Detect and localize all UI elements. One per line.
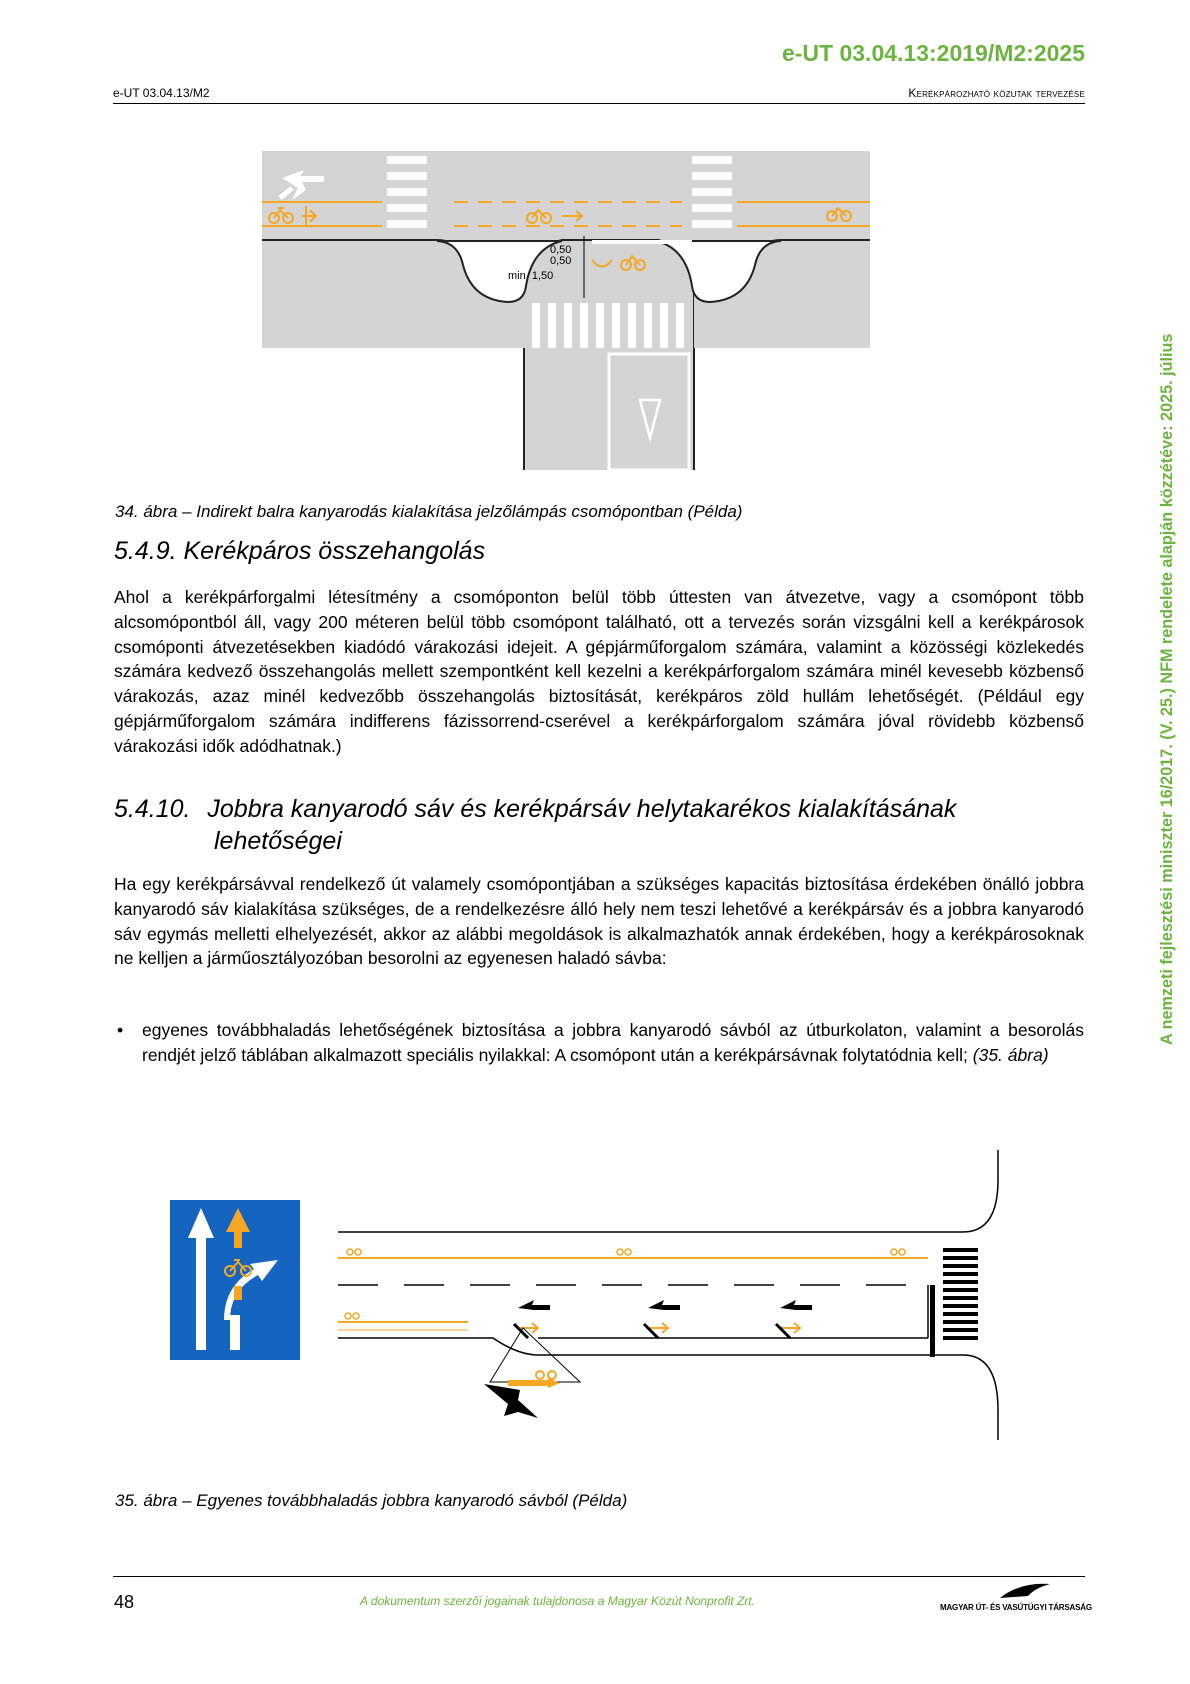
section-number: 5.4.10. (114, 795, 191, 823)
logo-text: MAGYAR ÚT- ÉS VASÚTÜGYI TÁRSASÁG (940, 1603, 1092, 1612)
side-publication-note: A nemzeti fejlesztési miniszter 16/2017. (V. 25.) NFM rendelete alapján közzétéve: 2025. július (1158, 333, 1176, 1045)
figure-34-caption: 34. ábra – Indirekt balra kanyarodás kialakítása jelzőlámpás csomópontban (Példa) (115, 502, 743, 521)
section-heading-5-4-9: 5.4.9. Kerékpáros összehangolás (114, 537, 486, 565)
bullet-text: egyenes továbbhaladás lehetőségének biztosítása a jobbra kanyarodó sávból az útburkolaton, valamint a besorolás rendjét jelző táblában alkalmazott speciális nyilakkal: A csomópont után a kerékpársávnak folytatódnia kell; (142, 1020, 1084, 1065)
dimension-label: min. 1,50 (508, 270, 554, 282)
section-5-4-9-paragraph: Ahol a kerékpárforgalmi létesítmény a csomóponton belül több úttesten van átvezetve, vagy a csomópont több alcsomópontból áll, vagy 200 méteren belül több csomópont található, ott a tervezés során vizsgálni kell a kerékpárosok csomóponti átvezetésekben kiadódó várakozási idejeit. A gépjárműforgalom számára, valamint a közösségi közlekedés számára kedvező összehangolás mellett szempontként kell kezelni a kerékpárforgalom számára minél kevesebb közbenső várakozás, azaz minél kedvezőbb összehangolás biztosítását, kerékpáros zöld hullám lehetőségét. (Például egy gépjárműforgalom számára indifferens fázissorrend-cserével a kerékpárforgalom számára jóval rövidebb közbenső várakozási idők adódhatnak.) (114, 587, 1084, 756)
list-item (114, 1018, 1084, 1068)
figure-35-diagram (168, 1150, 1048, 1440)
figure-34-intersection-diagram (262, 148, 870, 470)
document-code: e-UT 03.04.13:2019/M2:2025 (781, 40, 1085, 66)
page-number: 48 (114, 1592, 135, 1612)
dimension-label: 0,50 (550, 244, 572, 256)
footer-rule (113, 1576, 1085, 1577)
copyright-notice: A dokumentum szerzői jogainak tulajdonosa a Magyar Közút Nonprofit Zrt. (360, 1594, 756, 1608)
publisher-logo (940, 1580, 1092, 1612)
figure-35-caption: 35. ábra – Egyenes továbbhaladás jobbra kanyarodó sávból (Példa) (115, 1491, 628, 1510)
dimension-label: 0,50 (550, 255, 572, 267)
header-left: e-UT 03.04.13/M2 (113, 86, 210, 100)
header-rule (113, 103, 1085, 104)
section-title-line2: lehetőségei (214, 827, 342, 855)
section-5-4-10-paragraph: Ha egy kerékpársávval rendelkező út valamely csomópontjában a szükséges kapacitás biztosítása érdekében önálló jobbra kanyarodó sáv kialakítása szükséges, de a rendelkezésre álló hely nem teszi lehetővé a kerékpársáv és a jobbra kanyarodó sáv egymás melletti elhelyezését, akkor az alábbi megoldások is alkalmazhatók annak érdekében, hogy a kerékpárosoknak ne kelljen a járműosztályozóban besorolni az egyenesen haladó sávba: (114, 874, 1084, 969)
figure-reference: (35. ábra) (967, 1044, 1049, 1065)
bullet-dot: • (117, 1020, 124, 1040)
section-heading-5-4-10 (114, 795, 956, 824)
section-title-line1: Jobbra kanyarodó sáv és kerékpársáv helytakarékos kialakításának (207, 795, 957, 823)
header-right: Kerékpározható közutak tervezése (908, 86, 1085, 100)
